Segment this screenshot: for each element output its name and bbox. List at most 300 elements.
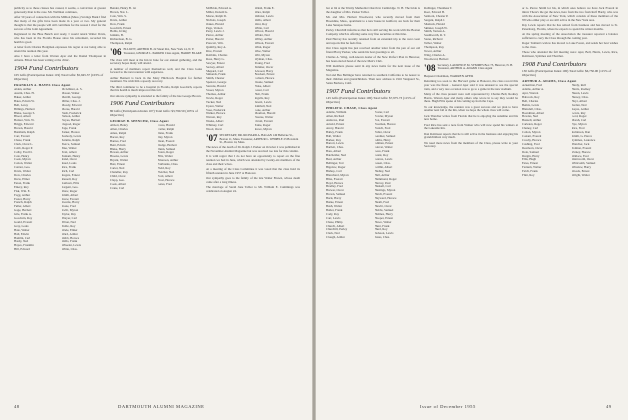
list-item: Pratt, Albert: [61, 150, 77, 154]
list-item: Hollis, Irving: [110, 30, 127, 34]
paragraph: Roger Tolman's widow has moved to Lake Forest, and sends her best wishes to the class.: [522, 40, 618, 49]
list-item: Wyman, Chas.: [254, 57, 273, 61]
list-item: Conant, Everett: [522, 135, 542, 138]
list-item: Cook, Albert: [110, 182, 126, 186]
list-item: Smith, Chester: [206, 77, 225, 81]
list-item: Allen, Richard: [326, 115, 345, 119]
contributor-list-1908: [522, 84, 618, 178]
col6-paragraphs: [522, 7, 618, 59]
paragraph: Jack Thatcher writes from Florida that he is enjoying the sunshine and his new home.: [424, 113, 518, 122]
list-item: Ford, Albert: [157, 174, 173, 178]
class-header-1908: [424, 64, 518, 73]
list-item: Holmes, Harry: [374, 212, 393, 216]
list-item: Webster, Lewis: [254, 14, 274, 18]
list-item: Reed, Louis: [61, 162, 77, 166]
list-item: Carr, Everett: [14, 135, 30, 138]
list-item: Bowles, Ned: [522, 115, 538, 119]
list-item: Hooper, Ernest: [374, 216, 394, 220]
paragraph: Many of the class present were well represented by Charles Bell, Rodney Harris, Warren Ayer and many others who wrote in to say they would be there. Hugh Ellis spoke of his coming up from the Cape.: [424, 91, 518, 104]
list-item: Miller, Donald G.: [206, 10, 229, 14]
paragraph: We need more news from the members of the Class, please write to your Secretary.: [424, 140, 518, 149]
paragraph: At a meeting of the Class Committee it was voted that the class hold its fiftieth reunion in June 1957 at Hanover.: [206, 167, 300, 176]
list-item: Smith, Albert: [61, 193, 79, 197]
class-year-1908: '08: [424, 62, 436, 73]
list-item: Hoyt, Albert: [571, 99, 587, 103]
list-item: White, Chas.: [61, 248, 78, 252]
list-item: Hunt, Frank: [374, 224, 390, 228]
list-item: Ayer, Warren: [522, 92, 539, 96]
list-item: Freeman, Horace: [374, 122, 396, 126]
list-item: Ware, Ralph: [254, 10, 270, 14]
list-item: Wheeler, Lewis: [61, 244, 81, 248]
list-item: Smith, Vernon A.: [424, 30, 446, 34]
class-officers-1906: ELLIOTT, ARTHUR B. 22 Stuart Rd., New York 14, N. Y. Treasurer, GEORGE L. PARKER Class Agent, HARRY BLAKE: [123, 47, 202, 55]
list-item: Buzzell, Arthur: [522, 119, 542, 123]
list-item: Doane, Samuel: [254, 81, 274, 85]
list-item: Wells, Frank: [61, 240, 78, 244]
list-item: Carter, Ned: [110, 167, 125, 171]
list-item: Foster, Carl: [374, 111, 389, 115]
names-1907-a: [326, 111, 372, 240]
list-item: Marsh, Carl: [571, 119, 587, 123]
list-item: Church, Albert: [326, 224, 345, 228]
list-item: Thatcher, Jack: [571, 142, 590, 146]
contributor-list-1904: [14, 88, 106, 252]
list-item: Nelson, Arthur: [61, 115, 80, 119]
list-item: Arnold, Ernest: [326, 122, 345, 126]
list-item: Miller, Chas. J.: [61, 99, 81, 103]
list-item: Blood, Albert: [14, 115, 31, 119]
list-item: Adams, William: [326, 111, 347, 115]
paragraph: Mr. and Mrs. Herbert Woodward, who recently moved from their Brookline, Mass., apartment to a new house in Guilford, are back for their Lake Sunapee home.: [326, 15, 420, 27]
right-page-number: 49: [606, 404, 612, 409]
list-item: Ellis, Hugh: [522, 158, 537, 162]
paragraph: A number of members report themselves well, and the Class looks forward to the next reunion with eagerness.: [110, 66, 202, 75]
contributor-list-1906-cont: [206, 7, 300, 132]
paragraph: publicity as to these classes has caused, it seems, a conviction of greater generosity than is the case. Mr. Wellman continues,: [14, 7, 106, 14]
list-item: Carr, Lewis: [326, 216, 341, 220]
list-item: Clark, Oscar L.: [14, 142, 34, 146]
list-item: Davis, Arthur: [110, 18, 127, 22]
left-page-number: 48: [14, 404, 20, 409]
col4-paragraphs: [326, 7, 420, 86]
list-item: Adams, Arthur A.: [522, 88, 544, 92]
list-item: Kimball, Ned: [254, 104, 272, 108]
list-item: Moulton, Harold: [254, 112, 276, 116]
list-item: Dodge, Herbert: [157, 143, 177, 147]
list-item: Pierce, Samuel: [61, 142, 81, 146]
fund-heading-1904: 1904 Fund Contributors: [14, 64, 79, 72]
list-item: Keyes, Arthur: [571, 107, 589, 111]
list-item: Davis, Walter: [14, 170, 31, 174]
list-item: Morse, Ralph D.: [206, 14, 227, 18]
list-item: Winslow, Harry: [571, 166, 592, 170]
list-item: Dearborn, Oscar: [522, 146, 543, 150]
list-item: Snow, Everett: [61, 197, 79, 201]
list-item: Sawyer, Ernest: [206, 61, 225, 65]
list-item: Dow, Frank: [110, 22, 125, 26]
column-6: [522, 7, 618, 399]
list-item: Wentworth, Oscar: [571, 158, 594, 162]
list-item: Grant, Roy: [374, 154, 389, 158]
list-item: Coburn, Horace: [254, 77, 275, 81]
list-item: Dole, Samuel: [522, 150, 539, 154]
paragraph: or G. Pierce Smith for his, in which ones believe we have Jack Everett in mind. There's the get the news, here from the two from Rolf Hardy, who was with the Association of New York, which consists of these members of the '08 who either play or are still active in the New York area.: [522, 7, 618, 22]
list-item: Brewer, Oscar: [326, 189, 344, 193]
list-item: Burr, Ernest: [110, 163, 125, 167]
list-item: Thayer, Carl: [61, 217, 78, 221]
paragraph: After 50 years of connection with the Million (Mass.) Savings Bank I find that many of the gifts have been made in a year or two. My general thought is that the people will still contribute for the reason I cited for the success of the Joint Agreement.: [14, 15, 106, 31]
list-item: Hammond, Roger: [374, 177, 397, 181]
list-item: Hadley, Ned: [374, 169, 390, 173]
list-item: Cook, Myron: [14, 158, 31, 162]
list-item: Noyes, Herbert: [61, 119, 81, 123]
names-1907-b: [375, 111, 421, 240]
list-item: Jenkins, B.: [110, 34, 124, 38]
list-item: Briggs, Edward: [14, 123, 34, 127]
list-item: Root, Edward B.: [424, 10, 445, 14]
list-item: Foster, Harry: [14, 197, 31, 201]
list-item: Sanborn, Ellis: [61, 181, 80, 185]
list-item: French, Ralph: [14, 201, 32, 205]
list-item: Young, Fred: [254, 61, 270, 65]
list-item: Ingalls, Roy: [254, 96, 270, 100]
list-item: Thompson, Ralph: [110, 42, 133, 46]
list-item: Smith, G. Pierce: [571, 135, 592, 138]
list-item: Ross, Harry G.: [206, 57, 225, 61]
list-item: Rowe, Myron: [254, 128, 272, 132]
right-issue-date: Issue of December 1955: [420, 404, 476, 409]
paragraph: Paul Harvey has recently returned from an extended trip to the west coast and reports that he feels fine.: [326, 36, 420, 45]
list-item: Woodward, Herbert: [424, 57, 449, 61]
class-header-1906: [110, 48, 202, 57]
col5-top-list: [424, 7, 518, 62]
list-item: Warren, Roy: [206, 116, 222, 120]
list-item: Brackett, Ernest: [254, 73, 275, 77]
list-item: Allen, Charles: [110, 127, 128, 131]
list-item: Tolman, Everett: [571, 146, 592, 150]
list-item: Rich, Carl: [61, 170, 75, 174]
list-item: Chase, Philip: [326, 220, 343, 224]
list-item: Swift, Myron: [61, 209, 79, 213]
list-item: Wise, Walter: [254, 49, 271, 53]
paragraph: Our sincere sympathy is extended to the family of the late George Brown.: [110, 93, 202, 98]
list-item: Felch, Frank: [522, 170, 538, 174]
list-item: Fletcher, Ned: [157, 170, 175, 174]
list-item: Jordan, Ned: [571, 103, 587, 107]
list-item: Rice, Frank: [61, 166, 76, 170]
col2-paragraphs: [110, 59, 202, 99]
list-item: Wilcox, Harold: [254, 30, 274, 34]
list-item: Emery, Roy: [14, 185, 29, 189]
paragraph: Our Class Agent has just received another letter from the pen of our old friend Harry Parker, who sends his best greetings to all.: [326, 45, 420, 54]
list-item: Estes, Ernest: [522, 162, 538, 166]
list-item: Richardson, B. G.: [110, 38, 133, 42]
list-item: Churchill, Perley: [326, 228, 348, 232]
list-item: Pierce, Arthur: [206, 34, 224, 38]
list-item: Barnes, Fred: [110, 139, 126, 143]
column-5: [424, 7, 518, 399]
fund-meta-1904: 105 Gifts (Participation Index 119) Total Gifts: $5,945.37 (103% of Objective): [14, 73, 104, 82]
list-item: Paine, Roger: [254, 124, 271, 128]
list-item: Day, Myron: [157, 135, 173, 139]
list-item: Cheney, Carl: [522, 127, 539, 131]
list-item: Tilton, Ned: [61, 220, 76, 224]
list-item: Sargent, Geo.: [61, 185, 79, 189]
class-agent-1906: GEORGE B. SPENCER, Class Agent: [110, 118, 169, 123]
paragraph: Ted and Bea Bellinger have returned to southern California to be nearer to their children and grandchildren. Their new address is 1916 Vanguard St., Santa Barbara, Calif.: [326, 72, 420, 85]
list-item: Bartlett, Chas.: [326, 146, 344, 150]
list-item: Morse, Harold: [61, 107, 80, 111]
list-item: Osgood, Roger: [61, 123, 81, 127]
paragraph: Perley Churchill informs us that he is still serving his work with the Boston Company which is offering some very fine securities at this time.: [326, 27, 420, 36]
list-item: Green, Chas.: [374, 162, 391, 165]
col1-paragraphs: [14, 7, 106, 63]
paragraph: At the spring meeting of the Association the treasurer reported a balance sufficient to carry the Class through the coming year.: [522, 31, 618, 40]
list-item: Orcutt, Everett: [254, 120, 273, 124]
list-item: Cole, Henry: [14, 154, 30, 158]
list-item: Abbott, Henry: [110, 124, 128, 128]
list-item: Rice, Everett: [206, 49, 223, 53]
list-item: Potter, Harold: [206, 38, 224, 42]
list-item: Boardman, Albert: [522, 111, 545, 115]
list-item: Wilson, Everett: [254, 42, 274, 46]
list-item: Rand, Oscar: [61, 158, 77, 162]
list-item: Hardy, Rolf: [571, 84, 587, 88]
list-item: Buck, Harry: [326, 197, 342, 201]
list-item: Sanborn, Chester P.: [424, 14, 449, 18]
fund-heading-1907: 1907 Fund Contributors: [326, 87, 391, 95]
list-item: Austin, Chas. H.: [14, 92, 35, 96]
paragraph: It is with regret that I do not have an opportunity to report on the fine reunion we had in June, which was attended by twenty-six members of the class and their wives.: [206, 154, 300, 167]
list-item: Page, Frank: [61, 127, 77, 131]
list-item: White, Carl: [254, 26, 269, 30]
list-item: Bush, Walter: [326, 204, 343, 208]
list-item: Fox, Everett: [374, 119, 390, 123]
fund-meta-1908: 130 Gifts (Participation Index 100) Total Gifts: $6,750.00 (115% of Objective): [522, 69, 612, 78]
list-item: Ames, Ralph: [110, 131, 127, 135]
list-item: Bell, Leroy: [14, 103, 29, 107]
list-item: Wallace, Fred: [571, 154, 589, 158]
list-item: Blaisdell, Chas.: [522, 107, 542, 111]
list-item: Gile, Frank A.: [14, 213, 32, 217]
list-item: Symmes, Laurence: [571, 138, 596, 142]
list-item: Simonds, Frank: [206, 73, 226, 77]
list-item: Nash, Frederick: [61, 111, 82, 115]
list-item: Woods, Ernest: [571, 170, 590, 174]
paragraph: To our knowledge, the reunion was a great success and we plan to have another next fall at the Inn, when we hope the whole class will come.: [424, 104, 518, 113]
list-item: Rice, Fred: [571, 127, 585, 131]
list-item: Whitcomb, Samuel: [571, 162, 596, 166]
list-item: Hersey, Chas.: [571, 95, 589, 99]
paragraph: The third commuter to be a hospital in Florida, Ralph Goodrich, reports that his health is much improved this fall.: [110, 84, 202, 93]
paragraph: bar at 94 at the Trinity Methodist Church in Cambridge. N. H. The bride is the daughter of Mrs. Parker Talbot.: [326, 7, 420, 14]
list-item: Bryant, Walter: [110, 159, 129, 163]
list-item: Andrews, Paul: [326, 119, 345, 123]
list-item: Atwood, Harry: [254, 69, 274, 73]
list-item: Emerson, Arthur: [157, 159, 179, 163]
list-item: Hill, Edward: [14, 248, 30, 252]
paragraph: Our sympathy goes to the family of the late Walter Brown, whose death came after a long illness.: [206, 176, 300, 185]
list-item: Cobb, Roger P.: [14, 146, 33, 150]
list-item: Harris, Rodney: [571, 88, 591, 92]
names-col3-b: [255, 7, 301, 132]
list-item: Griffin, Albert: [374, 165, 393, 169]
list-item: Nye, Myron: [571, 123, 587, 127]
list-item: Boyd, Horace: [326, 181, 344, 185]
list-item: Baker, Arthur: [14, 95, 31, 99]
list-item: Fiske, Albert: [254, 85, 271, 89]
list-item: Moody, Edward: [61, 103, 82, 107]
list-item: Hurd, Roy: [374, 228, 388, 232]
list-item: Gardner, Samuel: [374, 134, 396, 138]
list-item: Winn, Roger: [254, 46, 271, 50]
list-item: Vose, Frederick: [206, 108, 226, 112]
list-item: Wood, Oscar: [206, 128, 223, 132]
list-item: Grout, Carl: [254, 89, 269, 93]
list-item: Prescott, Wm.: [206, 42, 224, 46]
list-item: Fowler, Myron: [374, 115, 394, 119]
list-item: Hewitt, Oscar: [374, 204, 392, 208]
list-item: Gilman, Ernest: [374, 142, 394, 146]
list-item: Cross, Harold: [157, 124, 175, 128]
names-1908-b: [572, 84, 619, 178]
list-item: Cushing, Fred: [522, 142, 540, 146]
list-item: Rollinger, Thaddeus T.: [424, 7, 453, 10]
list-item: Tuttle, Roy: [61, 224, 76, 228]
list-item: Willey, Arthur: [254, 38, 273, 42]
list-item: Jewett, Lewis: [254, 100, 272, 104]
class-officers-1907: SECRETARY, DR. RICHARD A. HAGAN 149 Bellevue St., Boston 11, Mass. Treasurer, ARTHUR L. WHIPPLE 23 Bowdoin St., Boston 14, Mass.: [219, 133, 299, 145]
list-item: Cady, Roy: [326, 212, 340, 216]
list-item: Bigelow, Roger: [326, 165, 346, 169]
list-item: Cutler, Ralph: [157, 127, 175, 131]
paragraph: Returning too soon to the Harvard game at Hanover, the class record this year was the finest - General Ayer said it was unusual to see the special train, and a very rare occasion was to go to a game in the new stadium.: [424, 78, 518, 91]
list-item: Brown, Harold: [14, 127, 33, 131]
list-item: Southworth, R. T.: [424, 34, 446, 38]
list-item: Babcock, Roy: [522, 95, 540, 99]
list-item: Quimby, Roy A.: [206, 46, 227, 50]
list-item: Hall, Arthur: [374, 173, 390, 177]
list-item: Bates, Edwin W.: [14, 99, 35, 103]
class-header-1907: [206, 134, 300, 145]
list-item: Colby, Fred D.: [14, 150, 33, 154]
list-item: Perkins, Ralph: [61, 138, 80, 142]
list-item: McBride, Edward A.: [206, 7, 232, 10]
list-item: Page, Vernon: [206, 26, 223, 30]
list-item: Crosby, Horace: [522, 138, 542, 142]
list-item: Beal, Arthur: [326, 158, 342, 162]
list-item: Blanchard, Myron: [326, 173, 349, 177]
list-item: Parker, Horace: [61, 131, 80, 135]
list-item: Haskell, Carl: [374, 185, 391, 189]
list-item: Eaton, Frank: [14, 181, 30, 185]
list-item: Rogers, Ernest: [61, 174, 80, 178]
list-item: Stearns, Harry: [61, 201, 80, 205]
list-item: Gates, Fred: [157, 182, 172, 186]
col5-paragraphs: [424, 80, 518, 150]
class-year-1907: '07: [206, 133, 218, 143]
list-item: Barrett, Lewis: [326, 142, 344, 146]
fund-heading-1906: 1906 Fund Contributors: [110, 100, 175, 108]
list-item: Hayward, Horace: [374, 197, 397, 201]
list-item: Fogg, Arthur: [14, 193, 30, 197]
contributor-list-1907: [326, 111, 420, 240]
list-item: Hardy, Ned: [14, 240, 29, 244]
list-item: Lane, Arthur: [254, 108, 271, 112]
list-item: Batchelder, Ned: [326, 154, 346, 158]
list-item: Cole, Wm. S.: [110, 14, 127, 18]
list-item: Holt, Frank: [254, 92, 269, 96]
list-item: Sargent, Ralph J.: [424, 18, 446, 22]
list-item: Drew, Elmer: [14, 177, 30, 181]
list-item: Durgin, Harry: [522, 154, 540, 158]
list-item: Avery, Harold: [326, 126, 344, 130]
names-1904-b: [62, 88, 107, 252]
list-item: Webb, Horace: [61, 236, 80, 240]
paragraph: The class will meet at the Inn in June for our annual gathering, and the secretary hopes many will attend.: [110, 57, 202, 66]
list-item: Gage, Herbert: [14, 209, 32, 213]
list-item: Shaw, Roger: [61, 189, 78, 193]
list-item: Hatch, Everett: [374, 193, 393, 197]
list-item: Fuller, Albert: [14, 205, 31, 209]
list-item: Robinson, Dan: [571, 131, 591, 135]
list-item: Howe, Walter: [374, 220, 392, 224]
list-item: Bass, Albert: [326, 150, 342, 154]
list-item: Hale, Walter: [14, 228, 30, 232]
list-item: Colton, Myron: [522, 131, 541, 135]
col3-paragraphs: [206, 146, 300, 194]
list-item: Fisk, Wm. E.: [14, 189, 31, 193]
list-item: Eaton, Roger: [157, 151, 174, 155]
list-item: McAllister, A. S.: [61, 88, 83, 92]
list-item: Taylor, Ray: [61, 213, 76, 217]
left-running-title: DARTMOUTH ALUMNI MAGAZINE: [118, 404, 205, 409]
bequest-chairman-1908: Bequest Chairman, WARREN AYER: [424, 74, 474, 79]
paragraph: Dan Robinson reports that he is still active in the business and enjoying his grandchildren very much.: [424, 131, 518, 140]
list-item: Merrill, George: [61, 95, 81, 99]
list-item: Frost, Horace: [157, 178, 175, 182]
list-item: Wright, Walter: [571, 174, 590, 178]
column-2: [110, 7, 202, 399]
list-item: Gould, Everett: [14, 220, 33, 224]
list-item: Robbins, Charles: [206, 53, 228, 57]
paragraph: Arthur Bennett is back in the Mary Hitchcock Hospital for further treatment. We wish him a speedy recovery.: [110, 75, 202, 84]
list-item: Dean, Everett: [157, 139, 175, 143]
list-item: Carleton, Roger: [522, 123, 542, 127]
list-item: Shepard, Carl: [206, 69, 224, 73]
list-item: Zimmer, Oscar: [254, 65, 274, 69]
list-item: Alden, Arthur: [14, 88, 32, 92]
list-item: Stone, Fred: [61, 205, 76, 209]
list-item: Bishop, Carl: [326, 169, 342, 173]
list-item: Gibbs, Harry: [374, 138, 391, 142]
list-item: Burke, Ernest: [326, 201, 344, 205]
list-item: Gray, Louis: [14, 224, 29, 228]
list-item: Brown, Samuel: [326, 193, 346, 197]
list-item: Hayes, Franklin: [14, 244, 34, 248]
list-item: Lord, Roger: [571, 115, 587, 119]
list-item: Brooks, Lewis: [110, 155, 129, 159]
list-item: Bliss, Everett: [326, 177, 343, 181]
list-item: Farnum, Walter: [522, 166, 542, 170]
list-item: Goodwin, Roy: [14, 217, 33, 221]
list-item: Hamlin, Carl: [14, 236, 31, 240]
list-item: Tucker, Ned: [206, 100, 222, 104]
list-item: Crane, Carl: [110, 186, 125, 190]
paragraph: The marriage of Sarah Jane Talbot to Mr. William E. Cummings was celebrated on August 24.: [206, 185, 300, 194]
list-item: Wilder, Ned: [254, 34, 270, 38]
